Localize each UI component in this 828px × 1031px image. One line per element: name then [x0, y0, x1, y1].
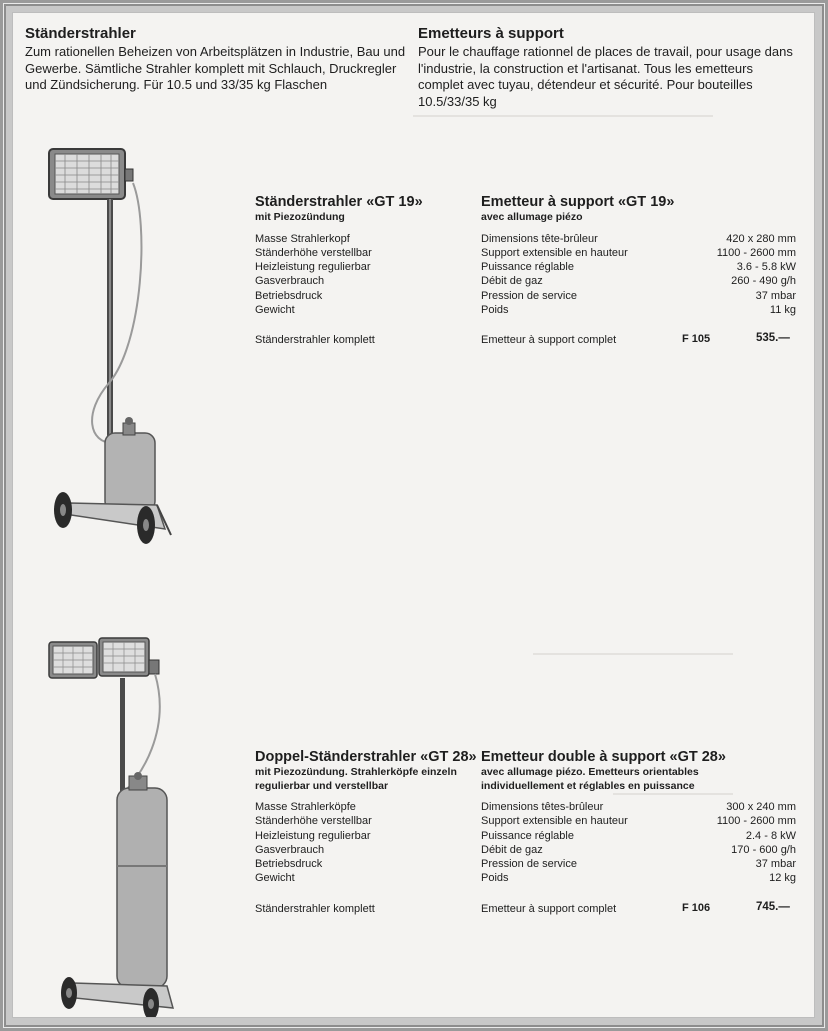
product-2-de: [255, 749, 477, 886]
intro-text-de: Zum rationellen Beheizen von Arbeitsplätzen in Industrie, Bau und Gewerbe. Sämtliche Strahler komplett mit Schlauch, Druckregler und Zündsicherung. Für 10.5 und 33/35 kg Flaschen: [25, 44, 406, 92]
spec-row: Puissance réglable 3.6 - 5.8 kW: [481, 261, 796, 274]
intro-title-de: Ständerstrahler: [25, 25, 136, 42]
spec-row: Heizleistung regulierbar: [255, 261, 371, 274]
spec-row: Ständerhöhe verstellbar: [255, 246, 372, 259]
spec-row: Support extensible en hauteur 1100 - 2600 mm: [481, 815, 796, 828]
product-2-title-fr: Emetteur double à support «GT 28»: [481, 749, 726, 765]
product-1-title-fr: Emetteur à support «GT 19»: [481, 194, 675, 210]
product-2-title-de: Doppel-Ständerstrahler «GT 28»: [255, 749, 477, 765]
spec-row: Ständerhöhe verstellbar: [255, 815, 372, 828]
product-2-complete-fr: Emetteur à support complet: [481, 903, 617, 915]
intro-text-fr: Pour le chauffage rationnel de places de travail, pour usage dans l'industrie, la construction et l'artisanat. Tous les emetteurs complet avec tuyau, détendeur et sécurité. Pour bouteilles 10.5/33/35 kg: [418, 44, 793, 109]
intro-french: [418, 25, 798, 110]
product-1-complete-fr: Emetteur à support complet: [481, 334, 617, 346]
bleed-through-line: [533, 653, 733, 655]
bleed-through-line: [413, 115, 713, 117]
spec-row: Gasverbrauch: [255, 843, 325, 856]
spec-row: Poids 12 kg: [481, 872, 796, 885]
catalog-page: [13, 13, 814, 1017]
spec-row: Betriebsdruck: [255, 858, 323, 871]
product-2-fr: [481, 749, 796, 886]
product-1-de: [255, 194, 475, 317]
spec-row: Betriebsdruck: [255, 289, 323, 302]
spec-row: Débit de gaz 170 - 600 g/h: [481, 843, 796, 856]
product-2-article-code: F 106: [682, 902, 711, 914]
product-2-complete-de: Ständerstrahler komplett: [255, 903, 375, 915]
product-2-subtitle-de: mit Piezozündung. Strahlerköpfe einzeln regulierbar und verstellbar: [255, 766, 457, 792]
spec-row: Pression de service 37 mbar: [481, 858, 796, 871]
spec-row: Support extensible en hauteur 1100 - 2600 mm: [481, 246, 796, 259]
product-1-price: 535.—: [756, 332, 790, 344]
product-1-article-code: F 105: [682, 333, 711, 345]
product-1-subtitle-fr: avec allumage piézo: [481, 211, 583, 223]
spec-row: Puissance réglable 2.4 - 8 kW: [481, 829, 796, 842]
product-1-complete-de: Ständerstrahler komplett: [255, 334, 375, 346]
spec-row: Dimensions tête-brûleur 420 x 280 mm: [481, 232, 796, 245]
spec-row: Heizleistung regulierbar: [255, 829, 371, 842]
spec-row: Masse Strahlerkopf: [255, 232, 350, 245]
single-patio-heater-illustration: [39, 143, 169, 543]
product-2-price: 745.—: [756, 901, 790, 913]
product-1-subtitle-de: mit Piezozündung: [255, 211, 345, 223]
double-patio-heater-illustration: [47, 638, 177, 1013]
spec-row: Gewicht: [255, 872, 295, 885]
spec-row: Gasverbrauch: [255, 275, 325, 288]
spec-row: Pression de service 37 mbar: [481, 289, 796, 302]
product-2-subtitle-fr: avec allumage piézo. Emetteurs orientables individuellement et réglables en puissance: [481, 766, 699, 792]
intro-german: [25, 25, 415, 94]
spec-row: Masse Strahlerköpfe: [255, 801, 356, 813]
intro-title-fr: Emetteurs à support: [418, 25, 564, 42]
product-1-title-de: Ständerstrahler «GT 19»: [255, 194, 423, 210]
spec-row: Débit de gaz 260 - 490 g/h: [481, 275, 796, 288]
product-1-fr: [481, 194, 796, 317]
spec-row: Gewicht: [255, 303, 295, 316]
spec-row: Dimensions têtes-brûleur 300 x 240 mm: [481, 801, 796, 813]
spec-row: Poids 11 kg: [481, 303, 796, 316]
